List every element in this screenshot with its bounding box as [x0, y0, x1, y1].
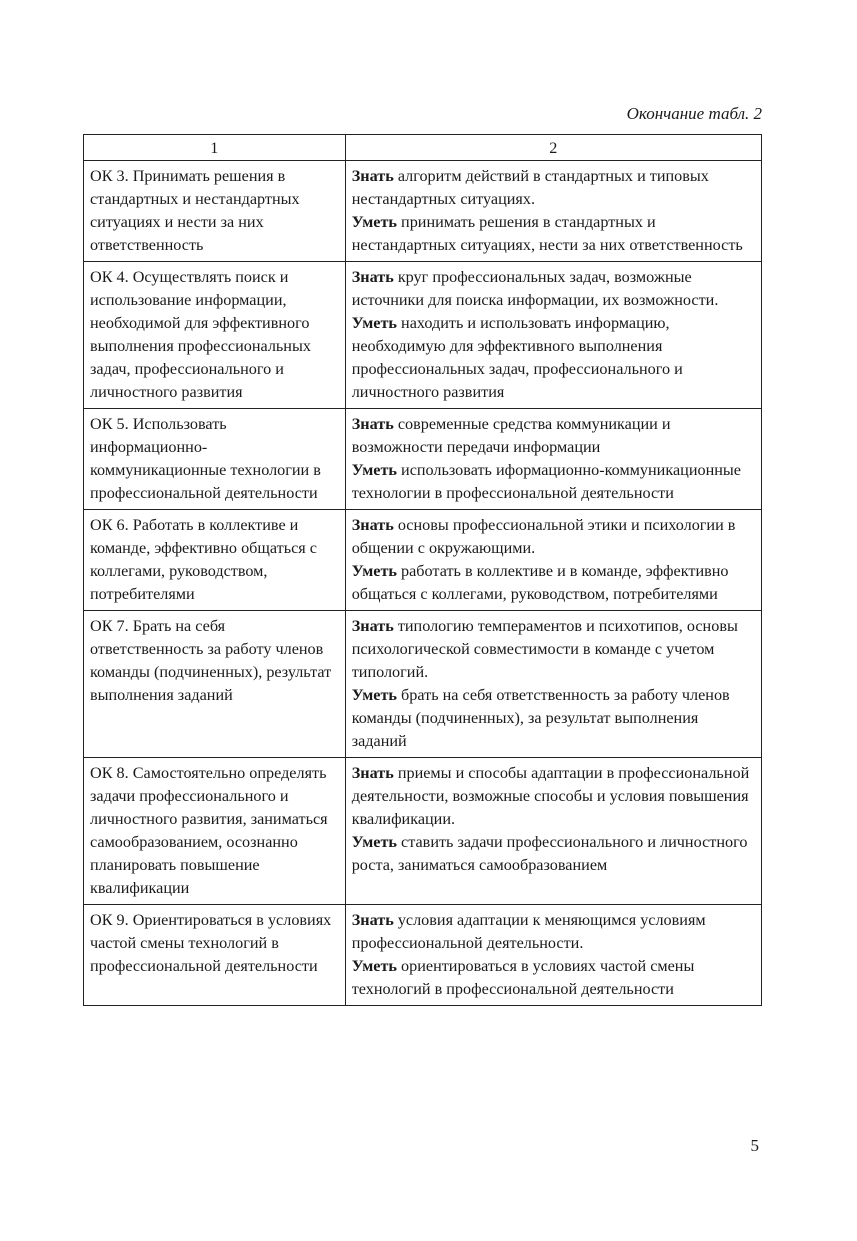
- can-text: ориентироваться в условиях частой смены технологий в профессиональной деятельности: [351, 957, 695, 998]
- know-label: Знать: [351, 911, 394, 929]
- know-label: Знать: [351, 268, 394, 286]
- can-text: принимать решения в стандартных и нестандартных ситуациях, нести за них ответственность: [351, 213, 743, 254]
- know-text: типологию темпераментов и психотипов, основы психологической совместимости в команде с учетом типологий.: [351, 617, 738, 681]
- can-text: находить и использовать информацию, необходимую для эффективного выполнения профессиональных задач, профессионального и личностного развития: [351, 314, 683, 401]
- requirements-cell: [345, 510, 761, 611]
- can-label: Уметь: [351, 314, 397, 332]
- can-line: [352, 684, 755, 753]
- know-line: [352, 615, 755, 684]
- competencies-table: [83, 134, 762, 1006]
- can-text: ставить задачи профессионального и личностного роста, заниматься самообразованием: [351, 833, 748, 874]
- table-row: [84, 262, 762, 409]
- know-line: [352, 762, 755, 831]
- can-label: Уметь: [351, 686, 397, 704]
- requirements-cell: [345, 409, 761, 510]
- can-line: [352, 312, 755, 404]
- table-continuation-caption: Окончание табл. 2: [626, 104, 762, 123]
- know-label: Знать: [351, 516, 394, 534]
- table-row: [84, 510, 762, 611]
- know-label: Знать: [351, 617, 394, 635]
- page-number: 5: [750, 1136, 759, 1155]
- requirements-cell: [345, 262, 761, 409]
- can-line: [352, 560, 755, 606]
- table-row: [84, 758, 762, 905]
- column-header-2: 2: [345, 135, 761, 161]
- know-line: [352, 165, 755, 211]
- know-text: основы профессиональной этики и психологии в общении с окружающими.: [351, 516, 736, 557]
- know-line: [352, 909, 755, 955]
- can-label: Уметь: [351, 957, 397, 975]
- table-row: [84, 905, 762, 1006]
- competency-cell: ОК 6. Работать в коллективе и команде, эффективно общаться с коллегами, руководством, потребителями: [84, 510, 346, 611]
- know-text: современные средства коммуникации и возможности передачи информации: [351, 415, 671, 456]
- can-label: Уметь: [351, 833, 397, 851]
- requirements-cell: [345, 905, 761, 1006]
- competency-cell: ОК 8. Самостоятельно определять задачи профессионального и личностного развития, заниматься самообразованием, осознанно планировать повышение квалификации: [84, 758, 346, 905]
- know-line: [352, 514, 755, 560]
- competency-cell: ОК 9. Ориентироваться в условиях частой смены технологий в профессиональной деятельности: [84, 905, 346, 1006]
- can-line: [352, 459, 755, 505]
- can-label: Уметь: [351, 562, 397, 580]
- know-text: приемы и способы адаптации в профессиональной деятельности, возможные способы и условия повышения квалификации.: [351, 764, 750, 828]
- can-text: использовать иформационно-коммуникационные технологии в профессиональной деятельности: [351, 461, 741, 502]
- table-header-row: [84, 135, 762, 161]
- know-line: [352, 266, 755, 312]
- know-text: алгоритм действий в стандартных и типовых нестандартных ситуациях.: [351, 167, 709, 208]
- can-line: [352, 831, 755, 877]
- competency-cell: ОК 4. Осуществлять поиск и использование информации, необходимой для эффективного выполнения профессиональных задач, профессионального и личностного развития: [84, 262, 346, 409]
- table-row: [84, 161, 762, 262]
- competency-cell: ОК 3. Принимать решения в стандартных и нестандартных ситуациях и нести за них ответственность: [84, 161, 346, 262]
- know-text: условия адаптации к меняющимся условиям профессиональной деятельности.: [351, 911, 706, 952]
- table-row: [84, 409, 762, 510]
- table-row: [84, 611, 762, 758]
- know-label: Знать: [351, 764, 394, 782]
- know-line: [352, 413, 755, 459]
- can-line: [352, 955, 755, 1001]
- can-text: работать в коллективе и в команде, эффективно общаться с коллегами, руководством, потребителями: [351, 562, 729, 603]
- can-text: брать на себя ответственность за работу членов команды (подчиненных), за результат выполнения заданий: [351, 686, 730, 750]
- can-label: Уметь: [351, 213, 397, 231]
- requirements-cell: [345, 161, 761, 262]
- can-label: Уметь: [351, 461, 397, 479]
- requirements-cell: [345, 758, 761, 905]
- know-text: круг профессиональных задач, возможные источники для поиска информации, их возможности.: [351, 268, 719, 309]
- know-label: Знать: [351, 167, 394, 185]
- competency-cell: ОК 5. Использовать информационно-коммуникационные технологии в профессиональной деятельности: [84, 409, 346, 510]
- column-header-1: 1: [84, 135, 346, 161]
- can-line: [352, 211, 755, 257]
- competency-cell: ОК 7. Брать на себя ответственность за работу членов команды (подчиненных), результат выполнения заданий: [84, 611, 346, 758]
- requirements-cell: [345, 611, 761, 758]
- know-label: Знать: [351, 415, 394, 433]
